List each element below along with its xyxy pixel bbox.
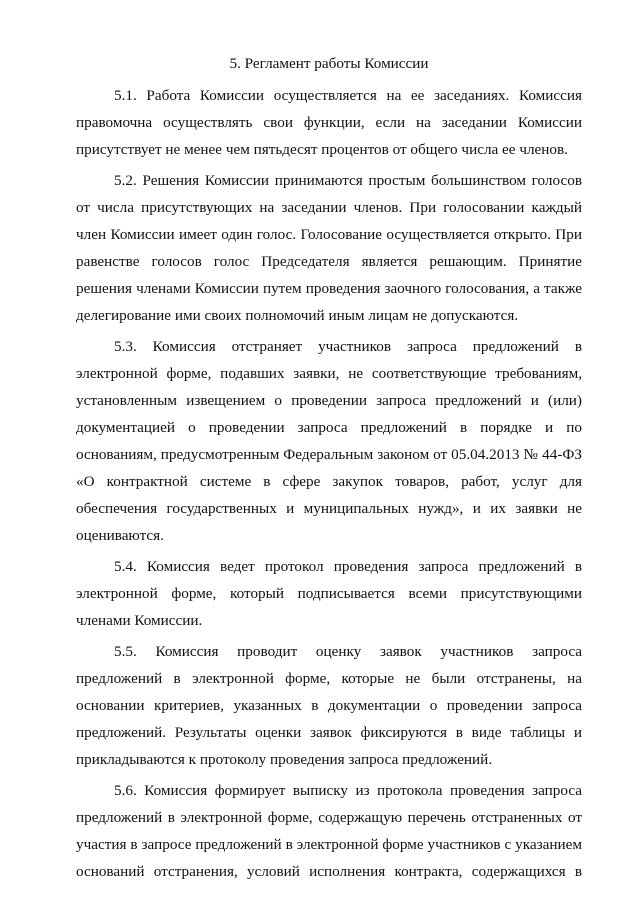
text-line: предложений. Результаты оценки заявок фиксируются в виде таблицы и bbox=[76, 724, 582, 741]
paragraph-1 bbox=[76, 82, 582, 163]
paragraph-4 bbox=[76, 553, 582, 634]
text-line: прикладываются к протоколу проведения запроса предложений. bbox=[76, 751, 493, 768]
text-line: от числа присутствующих на заседании членов. При голосовании каждый bbox=[76, 199, 582, 216]
text-line: основаниям, предусмотренным Федеральным законом от 05.04.2013 № 44-ФЗ bbox=[76, 446, 582, 463]
text-line: основании критериев, указанных в документации о проведении запроса bbox=[76, 697, 582, 714]
text-line: оснований отстранения, условий исполнения контракта, содержащихся в bbox=[76, 863, 582, 880]
text-line: правомочна осуществлять свои функции, если на заседании Комиссии bbox=[76, 114, 582, 131]
text-line: 5.1. Работа Комиссии осуществляется на ее заседаниях. Комиссия bbox=[114, 87, 582, 104]
text-line: членами Комиссии. bbox=[76, 612, 203, 629]
text-line: решения членами Комиссии путем проведения заочного голосования, а также bbox=[76, 280, 582, 297]
section-title: 5. Регламент работы Комиссии bbox=[229, 55, 429, 72]
text-line: равенстве голосов голос Председателя является решающим. Принятие bbox=[76, 253, 582, 270]
text-line: участия в запросе предложений в электронной форме участников с указанием bbox=[76, 836, 582, 853]
text-line: «О контрактной системе в сфере закупок товаров, работ, услуг для bbox=[76, 473, 582, 490]
text-line: предложений в электронной форме, которые не были отстранены, на bbox=[76, 670, 582, 687]
text-line: документацией о проведении запроса предложений в порядке и по bbox=[76, 419, 582, 436]
text-line: предложений в электронной форме, содержащую перечень отстраненных от bbox=[76, 809, 582, 826]
text-line: оцениваются. bbox=[76, 527, 164, 544]
document-page bbox=[76, 50, 582, 889]
text-line: присутствует не менее чем пятьдесят процентов от общего числа ее членов. bbox=[76, 141, 568, 158]
paragraph-2 bbox=[76, 167, 582, 329]
text-line: электронной форме, который подписывается всеми присутствующими bbox=[76, 585, 582, 602]
text-line: установленным извещением о проведении запроса предложений и (или) bbox=[76, 392, 582, 409]
text-line: 5.4. Комиссия ведет протокол проведения запроса предложений в bbox=[114, 558, 582, 575]
text-line: делегирование ими своих полномочий иным лицам не допускаются. bbox=[76, 307, 519, 324]
text-line: 5.5. Комиссия проводит оценку заявок участников запроса bbox=[114, 643, 582, 660]
text-line: обеспечения государственных и муниципальных нужд», и их заявки не bbox=[76, 500, 582, 517]
text-line: электронной форме, подавших заявки, не соответствующие требованиям, bbox=[76, 365, 582, 382]
paragraph-6 bbox=[76, 777, 582, 885]
text-line: 5.6. Комиссия формирует выписку из протокола проведения запроса bbox=[114, 782, 582, 799]
text-line: 5.3. Комиссия отстраняет участников запроса предложений в bbox=[114, 338, 582, 355]
text-line: член Комиссии имеет один голос. Голосование осуществляется открыто. При bbox=[76, 226, 582, 243]
paragraph-5 bbox=[76, 638, 582, 773]
paragraph-list bbox=[76, 82, 582, 885]
text-line: 5.2. Решения Комиссии принимаются простым большинством голосов bbox=[114, 172, 582, 189]
paragraph-3 bbox=[76, 333, 582, 549]
